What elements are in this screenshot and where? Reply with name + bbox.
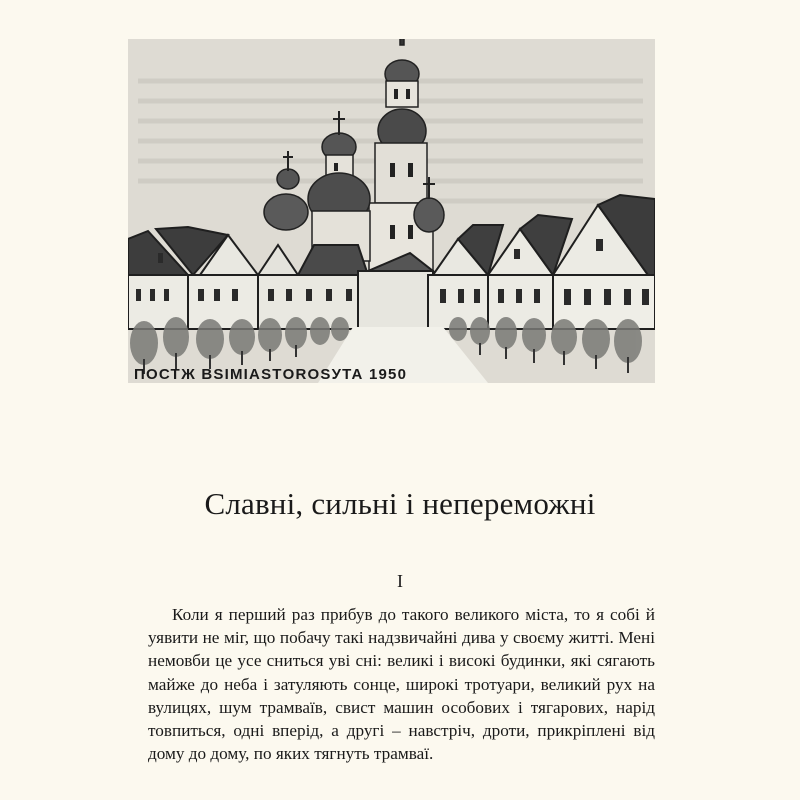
paragraph: Коли я перший раз прибув до такого великого міста, то я собі й уявити не міг, що побачу такі надзвичайні дива у своєму житті. Мені немовби це усе сниться уві сні: великі і високі будинки, які сягають майже до неба і затуляють сонце, широкі тротуари, великий рух на вулицях, шум трамваїв, свист машин особових і тягарових, нарід товпиться, одні вперід, а другі – навстріч, дроти, прикріплені від дому до дому, по яких тягнуть трамваї. <box>148 605 655 764</box>
chapter-title: Славні, сильні і непереможні <box>204 486 596 521</box>
town-illustration <box>128 39 655 383</box>
body-text <box>148 603 655 765</box>
section-number: I <box>397 571 403 591</box>
town-drawing <box>128 39 655 383</box>
illustration-caption: ПОСТЖ ВSIМIАSTОRОSУТА 1950 <box>134 366 408 383</box>
